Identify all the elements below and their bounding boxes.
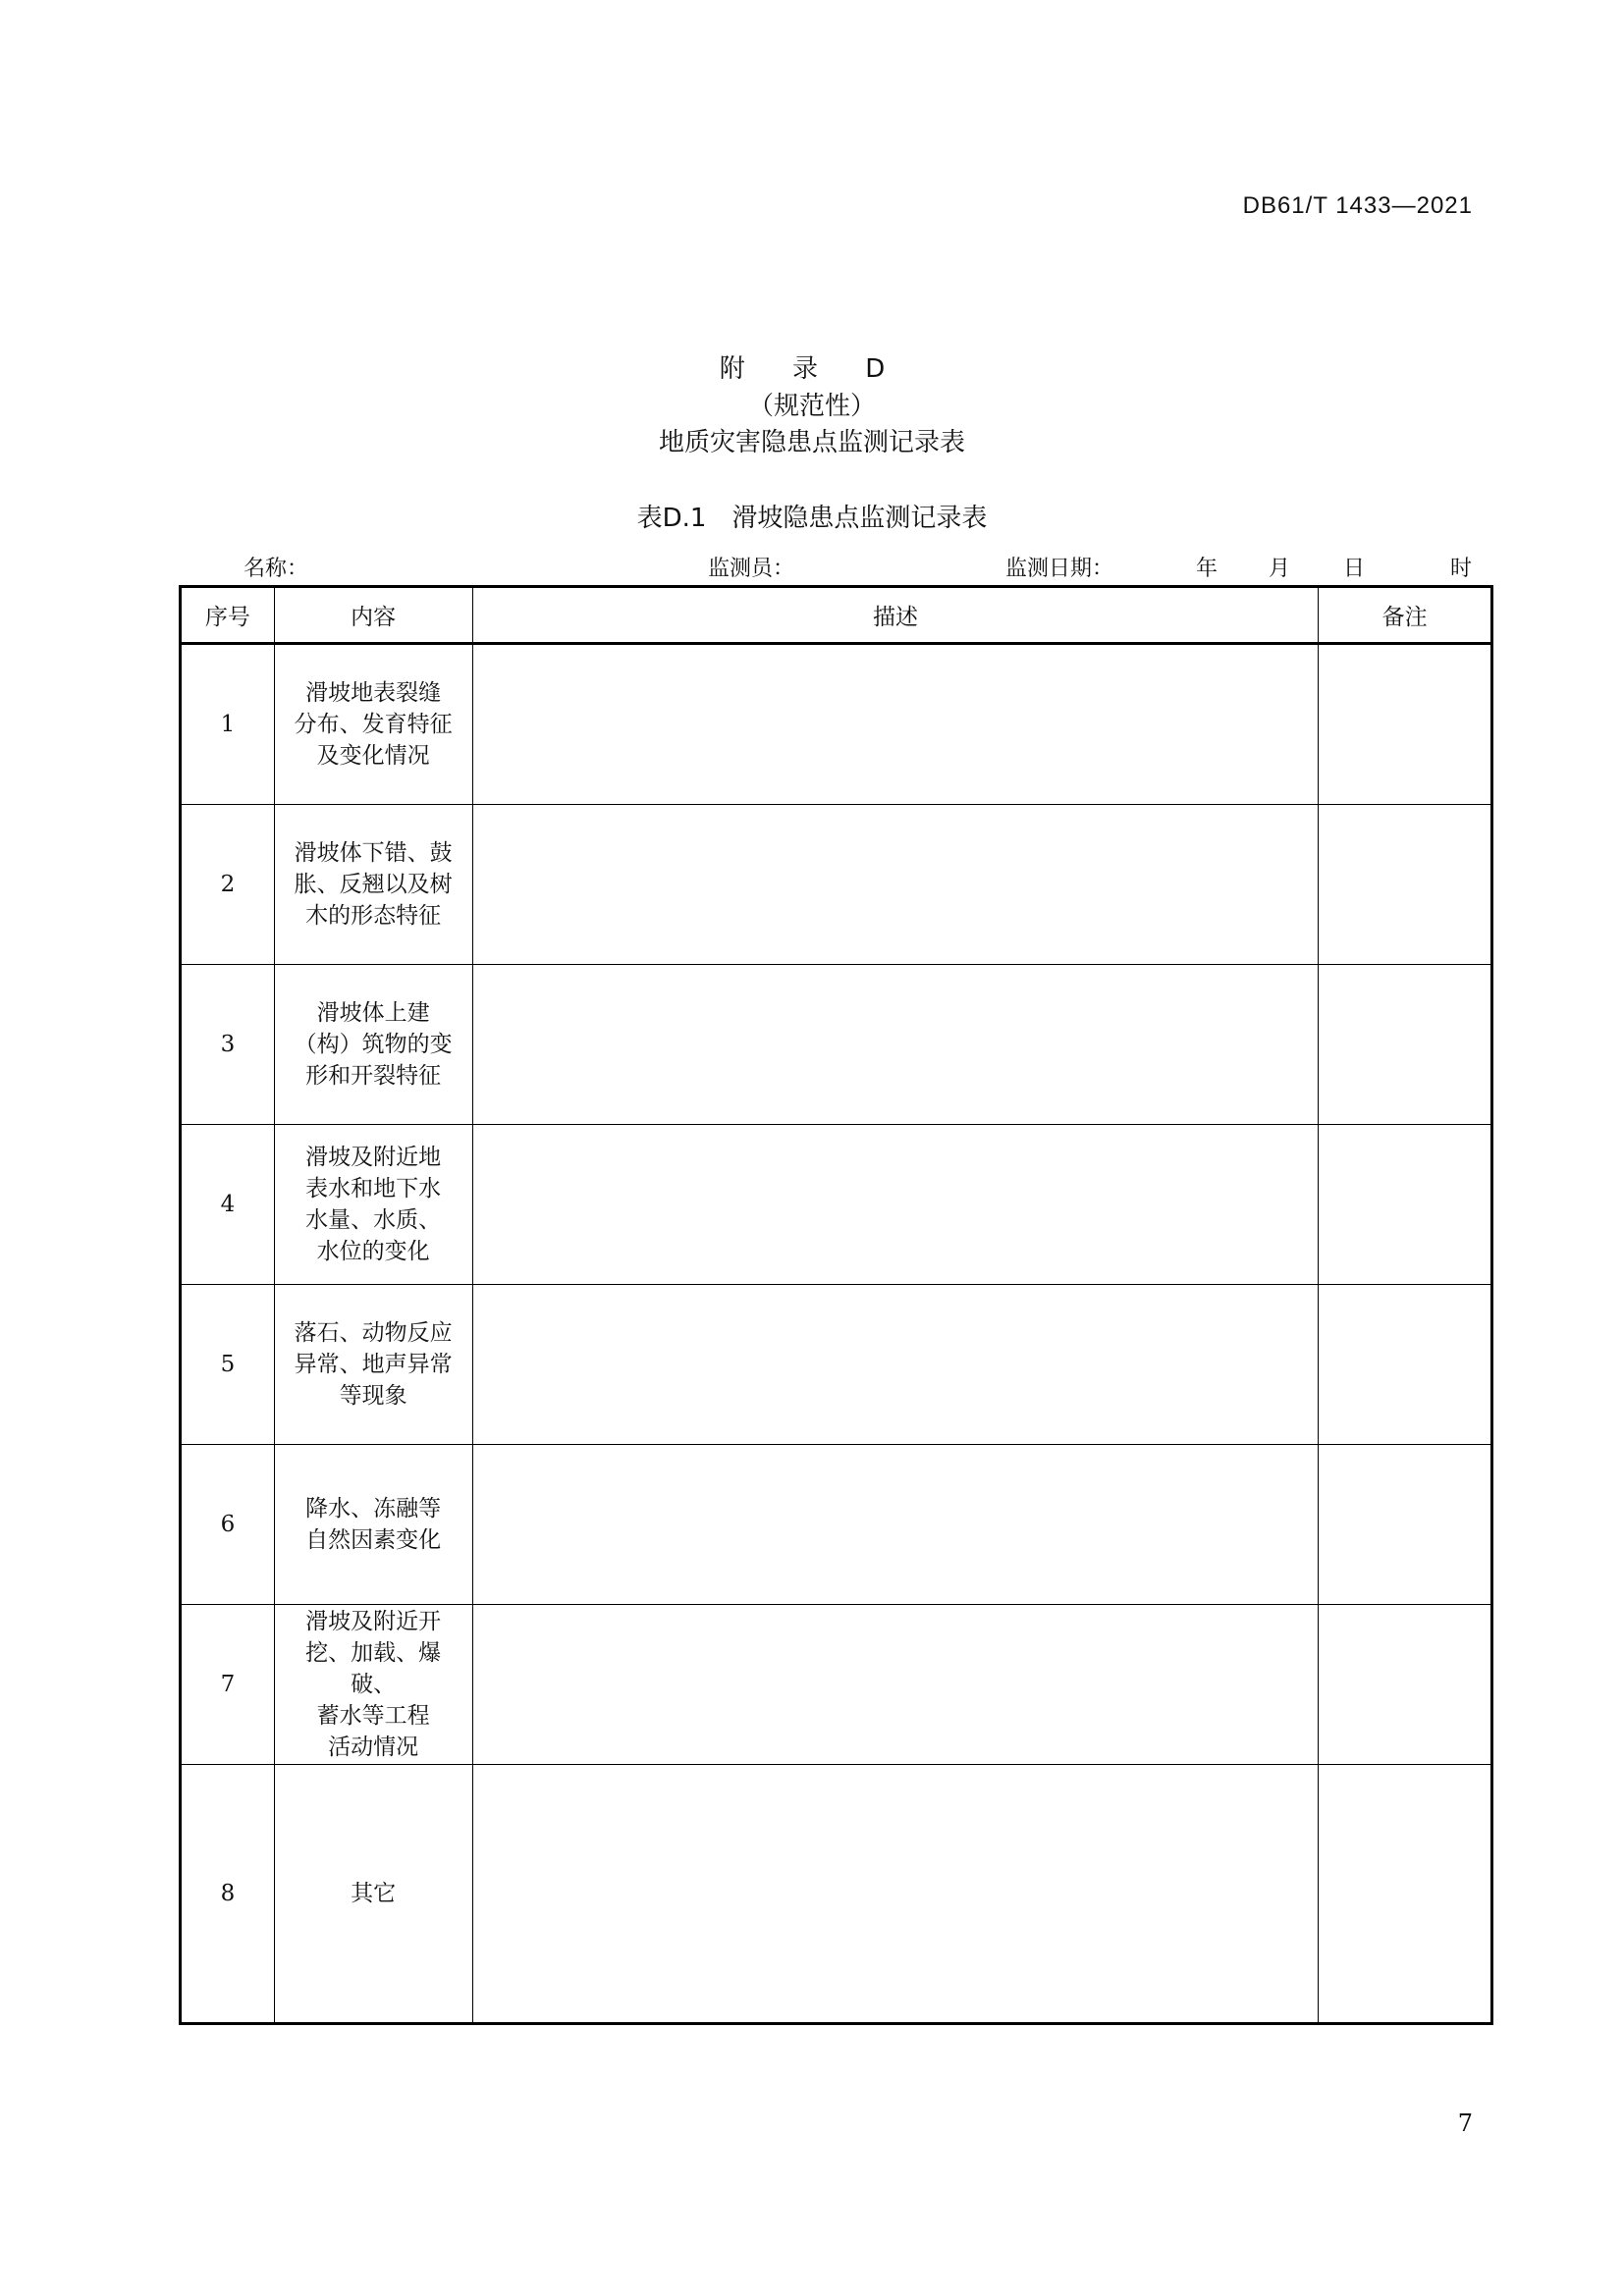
header-remark: 备注 <box>1319 587 1492 644</box>
remark-cell[interactable] <box>1319 805 1492 965</box>
remark-cell[interactable] <box>1319 1765 1492 2024</box>
day-label: 日 <box>1343 557 1366 581</box>
name-label: 名称： <box>244 557 309 581</box>
table-row <box>181 1765 1492 2024</box>
description-cell[interactable] <box>472 1125 1319 1285</box>
row-content: 其它 <box>274 1765 472 2024</box>
month-label: 月 <box>1269 557 1291 581</box>
row-seq: 3 <box>181 965 275 1125</box>
row-seq: 8 <box>181 1765 275 2024</box>
row-seq: 1 <box>181 644 275 805</box>
row-content: 滑坡地表裂缝 分布、发育特征 及变化情况 <box>274 644 472 805</box>
remark-cell[interactable] <box>1319 644 1492 805</box>
row-seq: 6 <box>181 1445 275 1605</box>
header-content: 内容 <box>274 587 472 644</box>
row-seq: 5 <box>181 1285 275 1445</box>
description-cell[interactable] <box>472 1765 1319 2024</box>
header-description: 描述 <box>472 587 1319 644</box>
row-content: 落石、动物反应 异常、地声异常 等现象 <box>274 1285 472 1445</box>
appendix-title: 附 录 D <box>719 354 905 384</box>
description-cell[interactable] <box>472 805 1319 965</box>
description-cell[interactable] <box>472 965 1319 1125</box>
remark-cell[interactable] <box>1319 1125 1492 1285</box>
row-content: 滑坡及附近地 表水和地下水 水量、水质、 水位的变化 <box>274 1125 472 1285</box>
row-content: 滑坡体下错、鼓 胀、反翘以及树 木的形态特征 <box>274 805 472 965</box>
monitoring-record-table <box>179 585 1493 2025</box>
document-id: DB61/T 1433—2021 <box>1242 192 1473 219</box>
page-number: 7 <box>1457 2109 1473 2137</box>
row-seq: 4 <box>181 1125 275 1285</box>
header-seq: 序号 <box>181 587 275 644</box>
table-row <box>181 644 1492 805</box>
row-content: 滑坡及附近开 挖、加载、爆破、 蓄水等工程 活动情况 <box>274 1605 472 1765</box>
remark-cell[interactable] <box>1319 1285 1492 1445</box>
row-seq: 7 <box>181 1605 275 1765</box>
table-header-row <box>181 587 1492 644</box>
table-row <box>181 1125 1492 1285</box>
description-cell[interactable] <box>472 1605 1319 1765</box>
table-row <box>181 1445 1492 1605</box>
table-row <box>181 1285 1492 1445</box>
year-label: 年 <box>1196 557 1218 581</box>
row-content: 滑坡体上建 （构）筑物的变 形和开裂特征 <box>274 965 472 1125</box>
table-row <box>181 965 1492 1125</box>
form-header-line <box>179 552 1475 581</box>
remark-cell[interactable] <box>1319 1605 1492 1765</box>
description-cell[interactable] <box>472 1445 1319 1605</box>
row-content: 降水、冻融等 自然因素变化 <box>274 1445 472 1605</box>
appendix-subtitle: 地质灾害隐患点监测记录表 <box>658 428 965 457</box>
hour-label: 时 <box>1450 557 1473 581</box>
observer-label: 监测员： <box>708 557 795 581</box>
remark-cell[interactable] <box>1319 1445 1492 1605</box>
table-row <box>181 805 1492 965</box>
appendix-nature: （规范性） <box>747 392 876 421</box>
description-cell[interactable] <box>472 644 1319 805</box>
table-title: 表D.1 滑坡隐患点监测记录表 <box>636 504 988 533</box>
date-label: 监测日期： <box>1005 557 1114 581</box>
description-cell[interactable] <box>472 1285 1319 1445</box>
table-row <box>181 1605 1492 1765</box>
remark-cell[interactable] <box>1319 965 1492 1125</box>
row-seq: 2 <box>181 805 275 965</box>
